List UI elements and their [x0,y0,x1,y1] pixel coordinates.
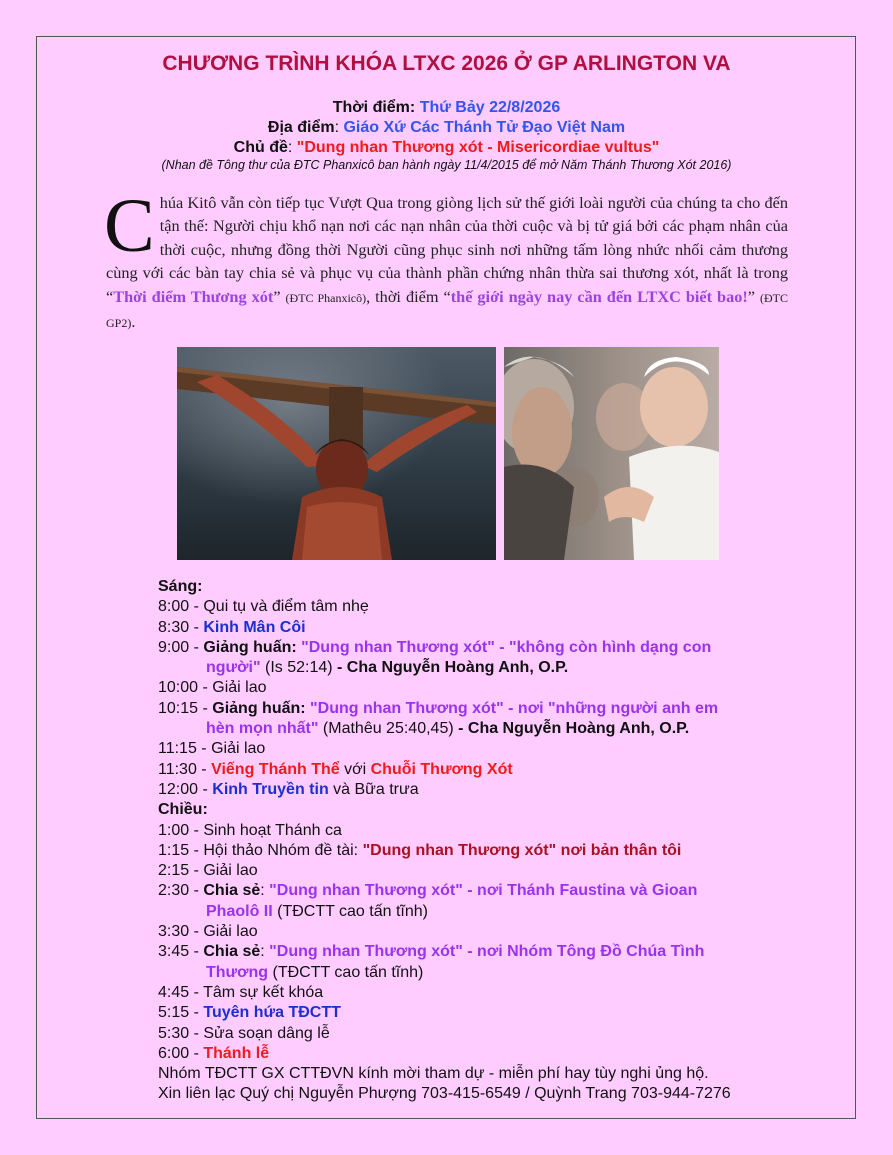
schedule-item: 4:45 - Tâm sự kết khóa [158,983,324,1001]
schedule-item: 10:15 - Giảng huấn: "Dung nhan Thương xót" - nơi "những người anh em [158,699,719,717]
schedule-item-cont: hèn mọn nhất" (Mathêu 25:40,45) - Cha Nguyễn Hoàng Anh, O.P. [206,720,690,738]
schedule-item: 3:30 - Giải lao [158,923,258,941]
crucifixion-photo [177,347,496,560]
intro-paragraph: Chúa Kitô vẫn còn tiếp tục Vượt Qua trong giòng lịch sử thế giới loài người của chúng ta cho đến tận thế: Người chịu khổ nạn nơi các nạn nhân của thời cuộc và bị tử giá bởi các phạm nhân của thời cuộc, nhưng đồng thời Người cũng phục sinh nơi những tấm lòng nhức nhối cảm thương cùng với các bàn tay chia sẻ và phục vụ của thành phần chứng nhân thừa sai thương xót, nhất là trong “Thời điểm Thương xót” (ĐTC Phanxicô), thời điểm “thế giới ngày nay cần đến LTXC biết bao!” (ĐTC GP2). [104,184,789,332]
schedule-item: 3:45 - Chia sẻ: "Dung nhan Thương xót" - nơi Nhóm Tông Đồ Chúa Tình [158,943,705,961]
morning-heading: Sáng: [158,578,203,595]
schedule-item: 2:15 - Giải lao [158,862,258,880]
schedule [158,577,798,1105]
time-line: Thời điểm: Thứ Bảy 22/8/2026 [332,99,561,116]
page-title: CHƯƠNG TRÌNH KHÓA LTXC 2026 Ở GP ARLINGTON VA [162,52,731,75]
schedule-item: 8:00 - Qui tụ và điểm tâm nhẹ [158,598,369,616]
schedule-item: 9:00 - Giảng huấn: "Dung nhan Thương xót" - "không còn hình dạng con [158,638,712,656]
drop-cap: C [104,184,155,268]
invitation-text: Nhóm TĐCTT GX CTTĐVN kính mời tham dự - miễn phí hay tùy nghi ủng hộ. [158,1065,709,1083]
pope-photo [504,347,719,560]
schedule-item-cont: người" (Is 52:14) - Cha Nguyễn Hoàng Anh, O.P. [206,659,569,677]
theme-note: (Nhan đề Tông thư của ĐTC Phanxicô ban hành ngày 11/4/2015 để mở Năm Thánh Thương Xót 2016) [161,158,732,172]
schedule-item: 1:15 - Hội thảo Nhóm đề tài: "Dung nhan Thương xót" nơi bản thân tôi [158,841,682,859]
schedule-item: 5:30 - Sửa soạn dâng lễ [158,1024,330,1042]
schedule-item-cont: Thương (TĐCTT cao tấn tĩnh) [206,963,424,981]
schedule-item: 1:00 - Sinh hoạt Thánh ca [158,821,342,839]
schedule-item: 6:00 - Thánh lễ [158,1044,270,1062]
theme-line: Chủ đề: "Dung nhan Thương xót - Misericordiae vultus" [233,139,660,156]
schedule-item-cont: Phaolô II (TĐCTT cao tấn tĩnh) [206,902,428,920]
schedule-item: 12:00 - Kinh Truyền tin và Bữa trưa [158,780,419,798]
afternoon-heading: Chiều: [158,801,208,819]
schedule-item: 10:00 - Giải lao [158,679,267,697]
schedule-item: 5:15 - Tuyên hứa TĐCTT [158,1004,341,1022]
contact-text: Xin liên lạc Quý chị Nguyễn Phượng 703-415-6549 / Quỳnh Trang 703-944-7276 [158,1085,731,1103]
schedule-item: 11:30 - Viếng Thánh Thể với Chuỗi Thương Xót [158,760,513,778]
schedule-item: 2:30 - Chia sẻ: "Dung nhan Thương xót" - nơi Thánh Faustina và Gioan [158,882,698,900]
schedule-item: 11:15 - Giải lao [158,740,266,758]
schedule-item: 8:30 - Kinh Mân Côi [158,618,306,636]
place-line: Địa điểm: Giáo Xứ Các Thánh Tử Đạo Việt Nam [267,119,626,136]
